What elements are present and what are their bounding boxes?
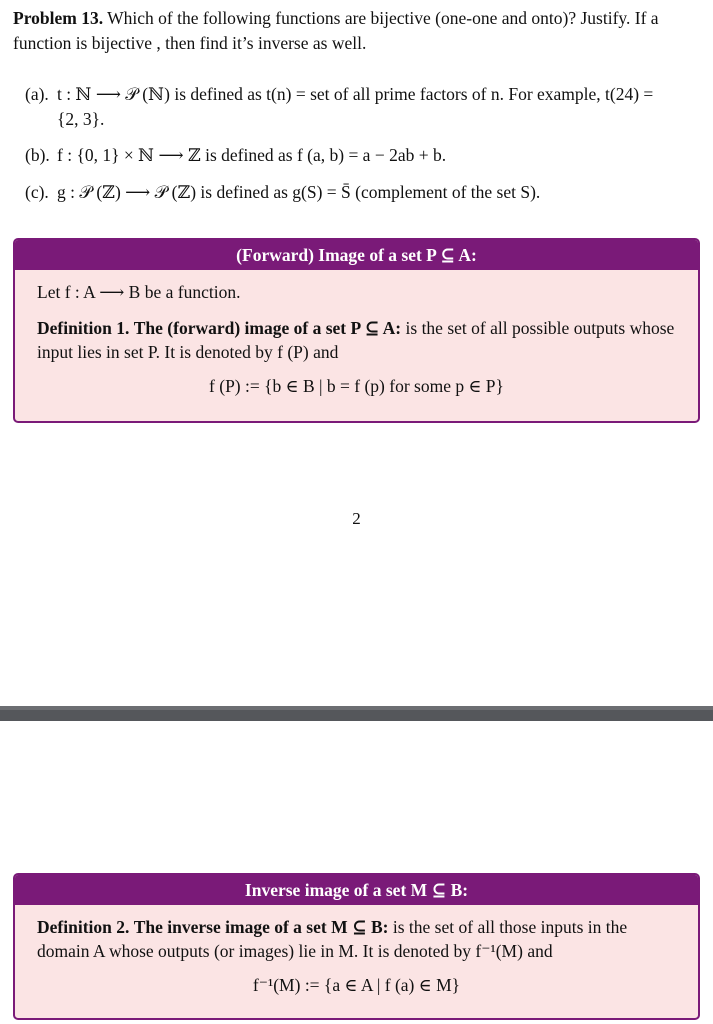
problem-label: Problem 13. — [13, 8, 104, 28]
definition-1 — [37, 316, 682, 364]
definition-2 — [37, 915, 682, 963]
definition-1-term: The (forward) image of a set P ⊆ A: — [133, 318, 402, 338]
page-divider — [0, 706, 713, 721]
forward-image-box — [13, 238, 700, 423]
definition-2-label: Definition 2. — [37, 917, 130, 937]
item-a — [25, 82, 705, 132]
definition-2-term: The inverse image of a set M ⊆ B: — [133, 917, 389, 937]
inverse-image-box — [13, 873, 700, 1020]
item-a-label: (a). — [25, 84, 49, 104]
item-a-continuation: {2, 3}. — [57, 109, 105, 129]
definition-1-text: is the set of all possible outputs whose input lies in set P. It is denoted by f (P) and — [37, 318, 675, 362]
page-number: 2 — [352, 509, 361, 528]
inverse-image-formula: f⁻¹(M) := {a ∈ A | f (a) ∈ M} — [252, 975, 461, 995]
inverse-image-title: Inverse image of a set M ⊆ B: — [15, 875, 698, 905]
problem-statement — [13, 6, 703, 56]
item-a-text: t : ℕ ⟶ 𝒫 (ℕ) is defined as t(n) = set of all prime factors of n. For example, t(24) = — [57, 84, 654, 104]
item-c-label: (c). — [25, 182, 49, 202]
item-b — [25, 143, 446, 168]
forward-image-title: (Forward) Image of a set P ⊆ A: — [15, 240, 698, 270]
item-c-text: g : 𝒫 (ℤ) ⟶ 𝒫 (ℤ) is defined as g(S) = S̄ (complement of the set S). — [57, 182, 541, 202]
forward-image-formula: f (P) := {b ∈ B | b = f (p) for some p ∈ P} — [209, 376, 504, 396]
definition-1-label: Definition 1. — [37, 318, 130, 338]
page-2 — [0, 721, 713, 1024]
problem-text: Which of the following functions are bijective (one-one and onto)? Justify. If a function is bijective , then find it’s inverse as well. — [13, 8, 659, 53]
item-b-label: (b). — [25, 145, 50, 165]
function-intro: Let f : A ⟶ B be a function. — [37, 282, 241, 302]
item-b-text: f : {0, 1} × ℕ ⟶ ℤ is defined as f (a, b) = a − 2ab + b. — [57, 145, 447, 165]
item-c — [25, 180, 540, 205]
definition-2-text: is the set of all those inputs in the domain A whose outputs (or images) lie in M. It is denoted by f⁻¹(M) and — [37, 917, 628, 961]
